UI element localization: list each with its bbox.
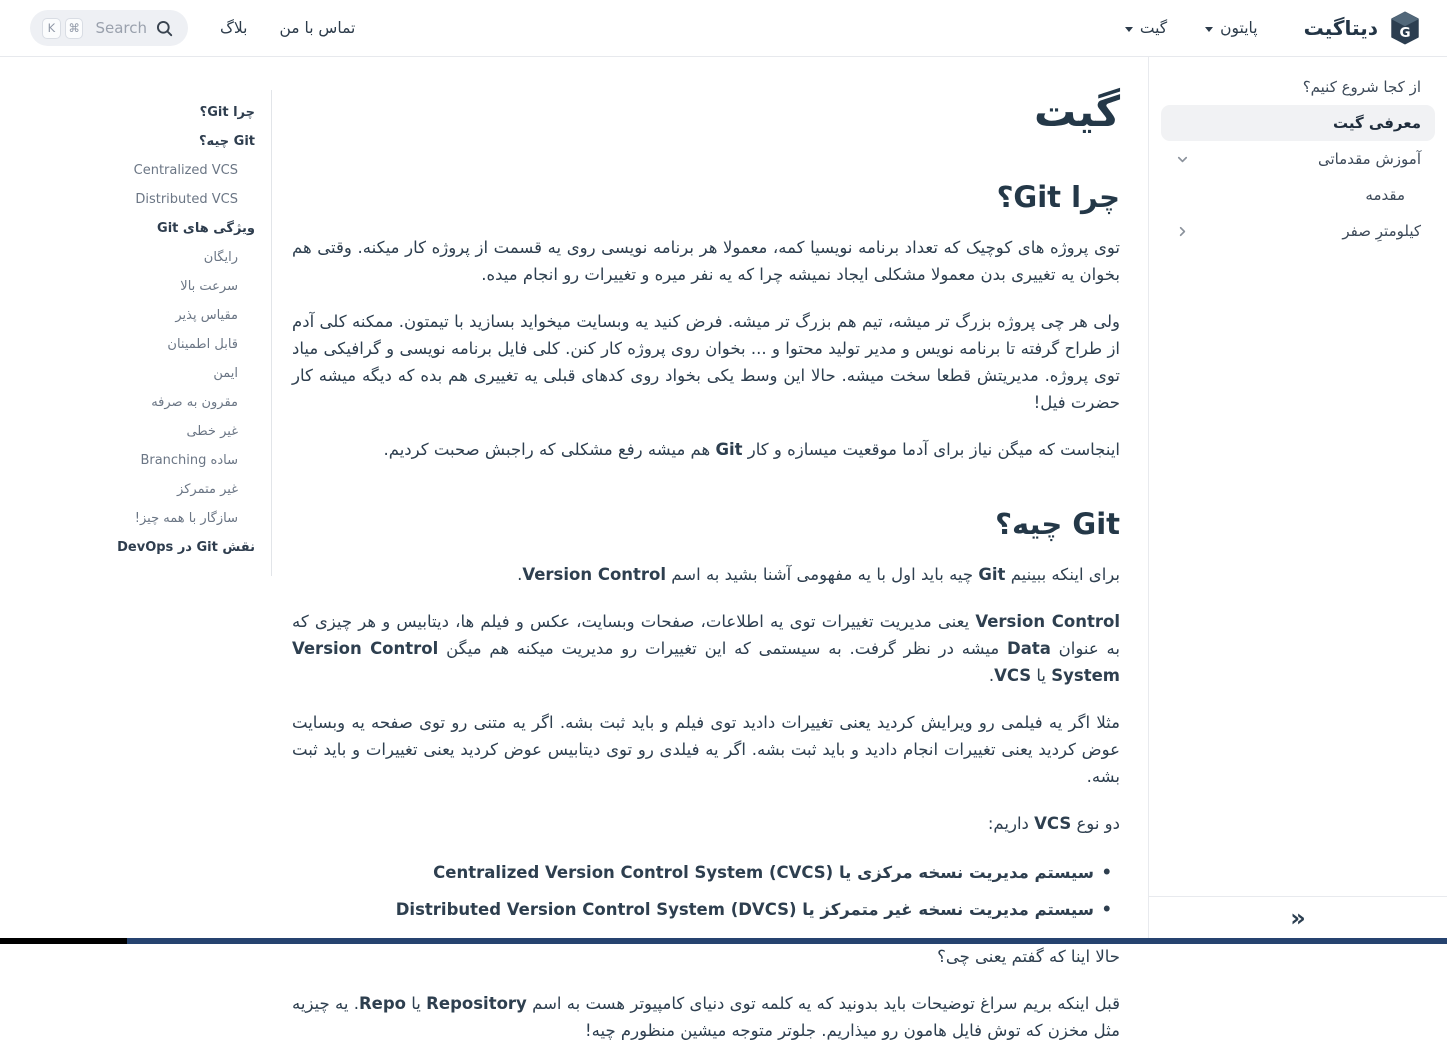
paragraph: حالا اینا که گفتم یعنی چی؟ [937,947,1120,966]
vcs-types-list [292,859,1120,923]
toc-list [0,90,272,576]
datagit-logo-icon [1387,10,1423,46]
sidebar-item-start[interactable] [1161,69,1435,105]
toc-item-cost-effective[interactable]: مقرون به صرفه [151,395,238,410]
sidebar-item-git-intro[interactable] [1161,105,1435,141]
sidebar-item-moghadame[interactable] [1161,177,1435,213]
toc-item-simple-branching[interactable]: ساده Branching [140,453,238,468]
nav-menu [1125,19,1258,37]
paragraph: دو نوع VCS داریم: [987,814,1120,833]
top-navbar [0,0,1447,57]
search-icon [155,19,174,38]
page-title: گیت [1033,87,1120,136]
sidebar-item-basic-tutorial[interactable] [1161,141,1435,177]
kbd-k-badge: K [42,18,61,39]
paragraph: Version Control یعنی مدیریت تغییرات توی یه اطلاعات، صفحات وبسایت، عکس و فیلم ها، دیتابیس و هر چیزی که به عنوان Data میشه در نظر گرفت. به سیستمی که این تغییرات رو مدیریت میکنه هم میگن Version Control System یا VCS. [292,612,1120,685]
chevron-down-icon [1175,152,1190,167]
nav-left-cluster [30,10,355,46]
toc-item-distributed-vcs[interactable]: Distributed VCS [135,192,238,207]
toc-item-free[interactable]: رایگان [203,250,238,265]
table-of-contents [0,57,272,938]
sidebar-item-label: آموزش مقدماتی [1317,150,1421,168]
bottom-strip-blue-segment [127,938,1447,944]
nav-dropdown-python[interactable] [1205,19,1257,37]
nav-dropdown-git[interactable] [1125,19,1167,37]
brand-title: دیتاگیت [1303,16,1378,40]
paragraph: قبل اینکه بریم سراغ توضیحات باید بدونید که یه کلمه توی دنیای کامپیوتر هست به اسم Repository یا Repo. یه چیزیه مثل مخزن که توش فایل هامون رو میذاریم. جلوتر متوجه میشین منظورم چیه! [292,994,1120,1040]
page-body [0,57,1447,1040]
kbd-cmd-badge: ⌘ [65,18,84,39]
section-heading-why-git: چرا Git؟ [996,180,1120,214]
brand[interactable] [1304,10,1423,46]
section-heading-what-is-git: Git چیه؟ [995,507,1120,541]
toc-item-reliable[interactable]: قابل اطمینان [167,337,238,352]
paragraph: برای اینکه ببینیم Git چیه باید اول با یه مفهومی آشنا بشید به اسم Version Control. [517,565,1120,584]
toc-item-secure[interactable]: ایمن [213,366,238,381]
toc-item-centralized-vcs[interactable]: Centralized VCS [133,163,238,178]
toc-item-high-speed[interactable]: سرعت بالا [180,279,238,294]
paragraph: مثلا اگر یه فیلمی رو ویرایش کردید یعنی تغییرات دادید توی فیلم و باید ثبت بشه. اگر یه متنی رو توی صفحه یه وبسایت عوض کردید یعنی تغییرات انجام دادید و باید ثبت بشه. اگر یه فیلدی رو توی دیتابیس عوض کردید یعنی تغییرات و باید ثبت بشه. [292,713,1120,786]
list-item-cvcs: • سیستم مدیریت نسخه مرکزی یا Centralized Version Control System (CVCS) [292,859,1120,886]
toc-item-decentralized[interactable]: غیر متمرکز [177,482,238,497]
toc-item-scalable[interactable]: مقیاس پذیر [175,308,238,323]
chevron-right-icon [1175,224,1190,239]
toc-item-git-in-devops[interactable]: نقش Git در DevOps [117,540,255,555]
nav-link-blog[interactable]: بلاگ [220,19,248,37]
paragraph: اینجاست که میگن نیاز برای آدما موقعیت میسازه و کار Git هم میشه رفع مشکلی که راجبش صحبت کردیم. [383,440,1120,459]
search-placeholder: Search [95,19,147,37]
caret-down-icon [1125,27,1133,32]
caret-down-icon [1205,27,1213,32]
docs-sidebar [1148,57,1447,938]
list-item-dvcs: • سیستم مدیریت نسخه غیر متمرکز یا Distributed Version Control System (DVCS) [292,896,1120,923]
toc-item-compatible[interactable]: سازگار با همه چیز! [134,511,238,526]
search-input[interactable] [30,10,188,46]
svg-text:G: G [1399,25,1411,41]
sidebar-item-label: از کجا شروع کنیم؟ [1302,78,1421,96]
sidebar-item-label: معرفی گیت [1332,114,1421,132]
main-content [272,57,1148,1040]
nav-dropdown-git-label: گیت [1139,19,1168,37]
article [272,87,1148,1044]
toc-item-nonlinear[interactable]: غیر خطی [186,424,238,439]
sidebar-footer [1149,896,1447,938]
sidebar-item-kilometer-zero[interactable] [1161,213,1435,249]
bottom-edge-strip [0,938,1447,944]
sidebar-collapse-button[interactable]: » [1290,903,1306,932]
sidebar-item-label: مقدمه [1365,186,1405,204]
sidebar-item-label: کیلومترِ صفر [1342,222,1421,240]
toc-item-why-git[interactable]: چرا Git؟ [199,105,255,120]
nav-dropdown-python-label: پایتون [1220,19,1258,37]
nav-link-contact[interactable]: تماس با من [279,19,356,37]
paragraph: ولی هر چی پروژه بزرگ تر میشه، تیم هم بزرگ تر میشه. فرض کنید یه وبسایت میخواید بسازید با تیمتون. ممکنه کلی آدم از طراح گرفته تا برنامه نویس و مدیر تولید محتوا و ... بخوان روی پروژه کار کنن. کلی فایل برنامه نویسی و گرافیکی میاد توی پروژه. مدیریتش قطعا سخت میشه. حالا این وسط یکی بخواد روی کدهای قبلی یه تغییری هم بده که دیگه میشه کار حضرت فیل! [292,312,1120,412]
toc-item-git-features[interactable]: ویژگی های Git [157,221,255,236]
toc-item-what-is-git[interactable]: Git چیه؟ [199,134,255,149]
paragraph: توی پروژه های کوچیک که تعداد برنامه نویسیا کمه، معمولا هر برنامه نویسی روی یه قسمت از پروژه کار میکنه. وقتی هم بخوان یه تغییری بدن معمولا مشکلی ایجاد نمیشه چرا که یه نفر میره و تغییرات رو انجام میده. [292,238,1120,284]
bottom-strip-black-segment [0,938,127,944]
